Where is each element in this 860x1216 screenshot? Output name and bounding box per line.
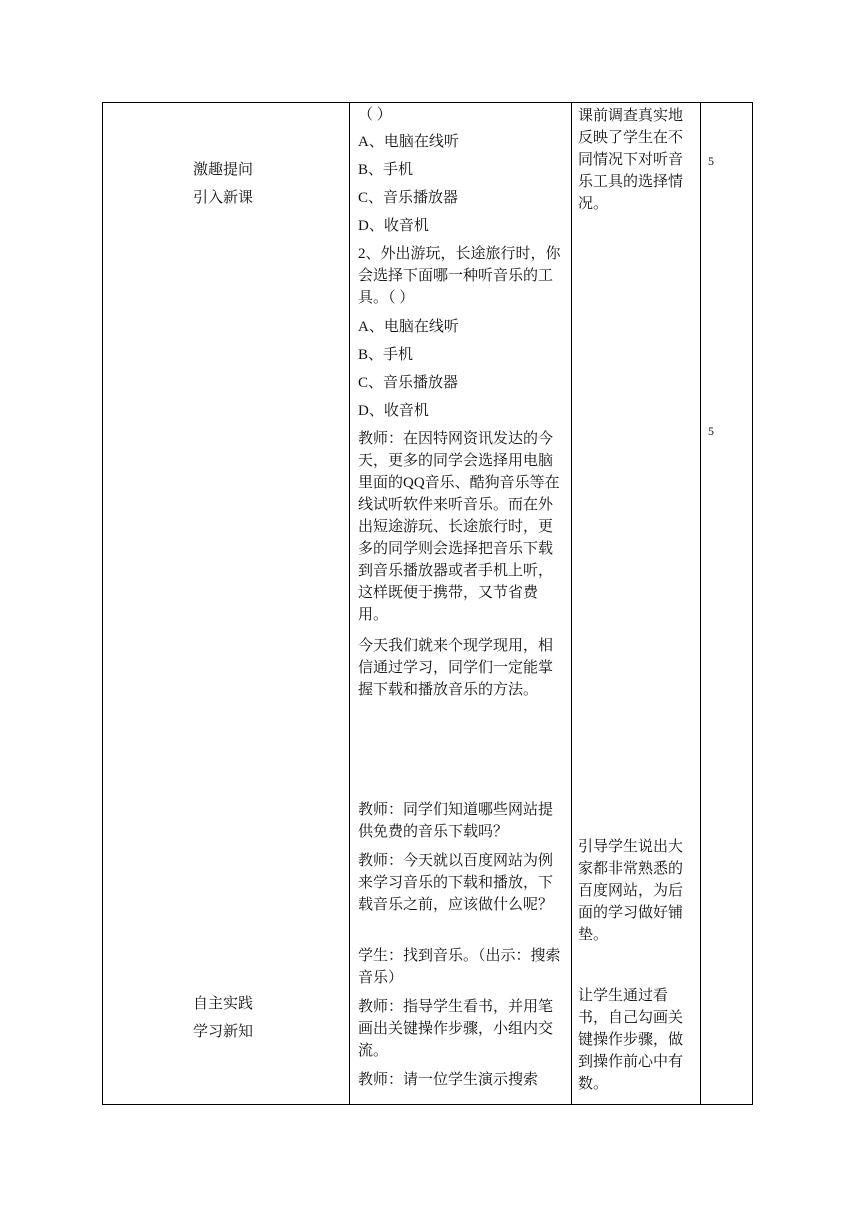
stage-1-line-1: 激趣提问 [193, 162, 254, 178]
q2-option-d: D、收音机 [358, 403, 429, 419]
q2-option-c: C、音乐播放器 [358, 375, 459, 391]
question-1-tail: （ ） [358, 107, 392, 123]
column-divider [571, 103, 572, 1104]
stage-2-line-2: 学习新知 [193, 1024, 254, 1040]
question-2-text: 2、外出游玩，长途旅行时，你会选择下面哪一种听音乐的工具。（ ） [358, 246, 561, 306]
teacher-paragraph-2: 今天我们就来个现学现用，相信通过学习，同学们一定能掌握下载和播放音乐的方法。 [358, 638, 554, 698]
column-divider [349, 103, 350, 1104]
q1-option-d: D、收音机 [358, 218, 429, 234]
teacher-paragraph-3: 教师：同学们知道哪些网站提供免费的音乐下载吗？ [358, 802, 554, 840]
intent-paragraph-2: 引导学生说出大家都非常熟悉的百度网站，为后面的学习做好铺垫。 [578, 839, 684, 943]
time-value-2: 5 [708, 424, 714, 438]
intent-paragraph-1: 课前调查真实地反映了学生在不同情况下对听音乐工具的选择情况。 [578, 108, 684, 212]
stage-2-line-1: 自主实践 [193, 996, 254, 1012]
time-value-1: 5 [708, 154, 714, 168]
q2-option-a: A、电脑在线听 [358, 319, 459, 335]
intent-paragraph-3: 让学生通过看书，自己勾画关键操作步骤，做到操作前心中有数。 [578, 988, 684, 1092]
student-paragraph: 学生：找到音乐。（出示：搜索音乐） [358, 948, 561, 986]
stage-1-line-2: 引入新课 [193, 190, 254, 206]
column-divider [700, 103, 701, 1104]
q1-option-b: B、手机 [358, 162, 414, 178]
teacher-paragraph-5: 教师：指导学生看书，并用笔画出关键操作步骤，小组内交流。 [358, 999, 554, 1059]
teacher-paragraph-4: 教师：今天就以百度网站为例来学习音乐的下载和播放，下载音乐之前，应该做什么呢？ [358, 853, 554, 913]
q1-option-a: A、电脑在线听 [358, 134, 459, 150]
q1-option-c: C、音乐播放器 [358, 190, 459, 206]
teacher-paragraph-6: 教师：请一位学生演示搜索 [358, 1072, 539, 1088]
teacher-paragraph-1: 教师：在因特网资讯发达的今天，更多的同学会选择用电脑里面的QQ音乐、酷狗音乐等在线试听软件来听音乐。而在外出短途游玩、长途旅行时，更多的同学则会选择把音乐下载到音乐播放器或者手机上听，这样既便于携带，又节省费用。 [358, 431, 560, 623]
q2-option-b: B、手机 [358, 347, 414, 363]
